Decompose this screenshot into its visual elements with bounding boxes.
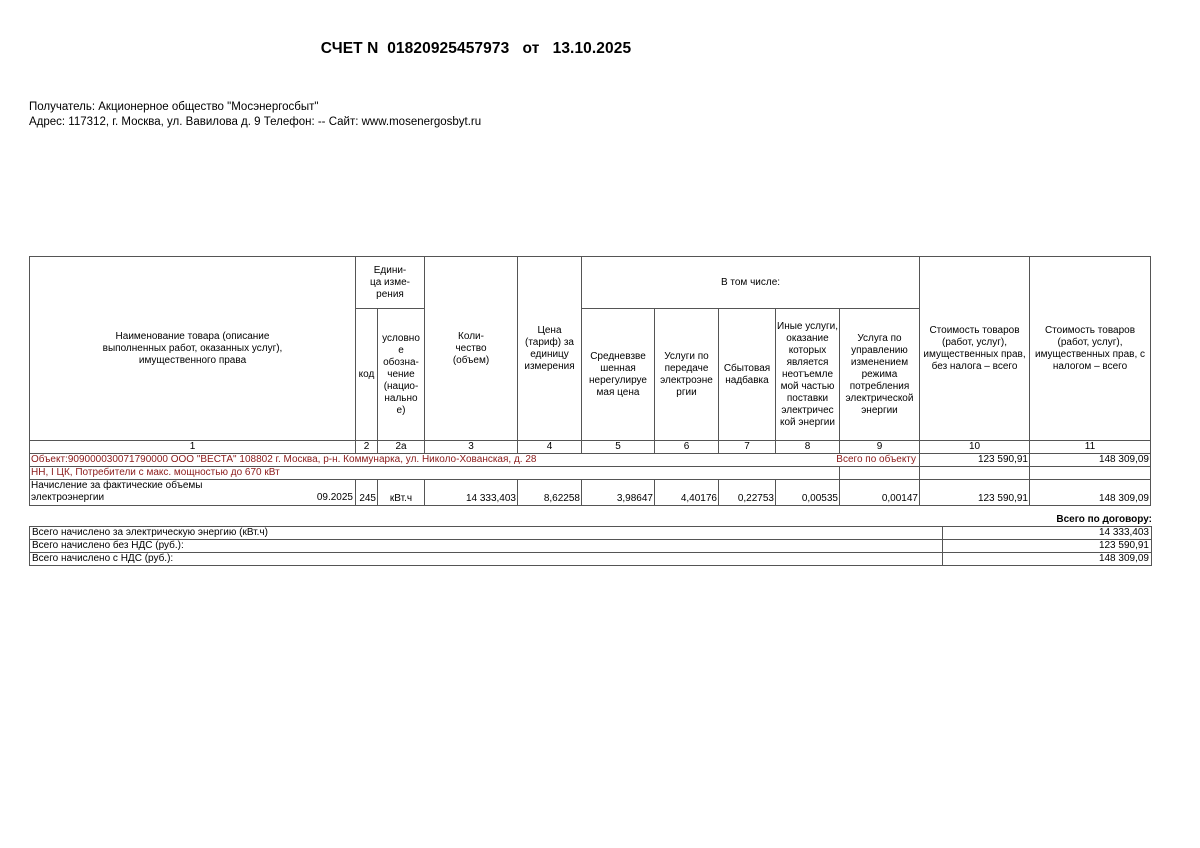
line-item-quantity: 14 333,403 <box>425 480 518 506</box>
line-item-name: Начисление за фактические объемы <box>31 480 203 491</box>
header-other-services: Иные услуги, оказание которых является неотъемле мой частью поставки электричес кой энергии <box>776 309 840 441</box>
contract-total-heading: Всего по договору: <box>1056 514 1152 525</box>
line-item-period: 09.2025 <box>316 492 353 503</box>
header-including: В том числе: <box>582 257 920 309</box>
header-cost-no-tax: Стоимость товаров (работ, услуг), имущественных прав, без налога – всего <box>920 257 1030 441</box>
header-avg-price: Средневзве шенная нерегулируе мая цена <box>582 309 655 441</box>
header-cost-with-tax: Стоимость товаров (работ, услуг), имущественных прав, с налогом – всего <box>1030 257 1151 441</box>
header-name: Наименование товара (описание выполненных работ, оказанных услуг), имущественного права <box>30 257 356 441</box>
object-description: Объект:909000030071790000 ООО "ВЕСТА" 108802 г. Москва, р-н. Коммунарка, ул. Николо-Хованская, д. 28 <box>31 454 537 465</box>
line-item-markup: 0,22753 <box>719 480 776 506</box>
header-quantity: Коли- чество (объем) <box>425 257 518 441</box>
line-item-cost-with-tax: 148 309,09 <box>1030 480 1151 506</box>
category-row <box>30 467 1151 480</box>
header-transfer: Услуги по передаче электроэне ргии <box>655 309 719 441</box>
totals-label: Всего начислено за электрическую энергию (кВт.ч) <box>30 527 943 540</box>
header-management: Услуга по управлению изменением режима потребления электрической энергии <box>840 309 920 441</box>
line-item-name-cont: электроэнергии <box>31 492 105 503</box>
totals-row <box>30 527 1152 540</box>
totals-label: Всего начислено с НДС (руб.): <box>30 553 943 566</box>
header-markup: Сбытовая надбавка <box>719 309 776 441</box>
totals-value: 123 590,91 <box>943 540 1152 553</box>
totals-value: 148 309,09 <box>943 553 1152 566</box>
line-item-unit: кВт.ч <box>378 480 425 506</box>
line-item-row <box>30 480 1151 506</box>
invoice-table <box>29 256 1151 506</box>
column-number: 2а <box>378 441 425 454</box>
object-row <box>30 454 1151 467</box>
column-number: 8 <box>776 441 840 454</box>
column-number: 9 <box>840 441 920 454</box>
line-item-avg-price: 3,98647 <box>582 480 655 506</box>
line-item-other: 0,00535 <box>776 480 840 506</box>
column-number-row <box>30 441 1151 454</box>
object-total-label: Всего по объекту <box>836 454 916 465</box>
totals-value: 14 333,403 <box>943 527 1152 540</box>
line-item-cost-no-tax: 123 590,91 <box>920 480 1030 506</box>
column-number: 1 <box>30 441 356 454</box>
line-item-price: 8,62258 <box>518 480 582 506</box>
line-item-transfer: 4,40176 <box>655 480 719 506</box>
category-description: НН, I ЦК, Потребители с макс. мощностью до 670 кВт <box>30 467 840 480</box>
object-cost-with-tax: 148 309,09 <box>1030 454 1151 467</box>
header-unit-code: код <box>356 309 378 441</box>
column-number: 4 <box>518 441 582 454</box>
column-number: 6 <box>655 441 719 454</box>
column-number: 10 <box>920 441 1030 454</box>
column-number: 3 <box>425 441 518 454</box>
recipient-address: Адрес: 117312, г. Москва, ул. Вавилова д. 9 Телефон: -- Сайт: www.mosenergosbyt.ru <box>29 116 482 128</box>
column-number: 5 <box>582 441 655 454</box>
column-number: 7 <box>719 441 776 454</box>
recipient-block <box>29 100 481 130</box>
recipient-name: Получатель: Акционерное общество "Мосэнергосбыт" <box>29 101 319 113</box>
totals-label: Всего начислено без НДС (руб.): <box>30 540 943 553</box>
line-item-code: 245 <box>356 480 378 506</box>
header-unit-designation: условно е обозна- чение (нацио- нально е) <box>378 309 425 441</box>
header-price: Цена (тариф) за единицу измерения <box>518 257 582 441</box>
column-number: 11 <box>1030 441 1151 454</box>
column-number: 2 <box>356 441 378 454</box>
totals-row <box>30 540 1152 553</box>
object-cost-no-tax: 123 590,91 <box>920 454 1030 467</box>
totals-row <box>30 553 1152 566</box>
line-item-management: 0,00147 <box>840 480 920 506</box>
header-unit: Едини-ца изме-рения <box>356 257 425 309</box>
invoice-title: СЧЕТ N 01820925457973 от 13.10.2025 <box>320 40 632 57</box>
totals-table <box>29 526 1152 566</box>
